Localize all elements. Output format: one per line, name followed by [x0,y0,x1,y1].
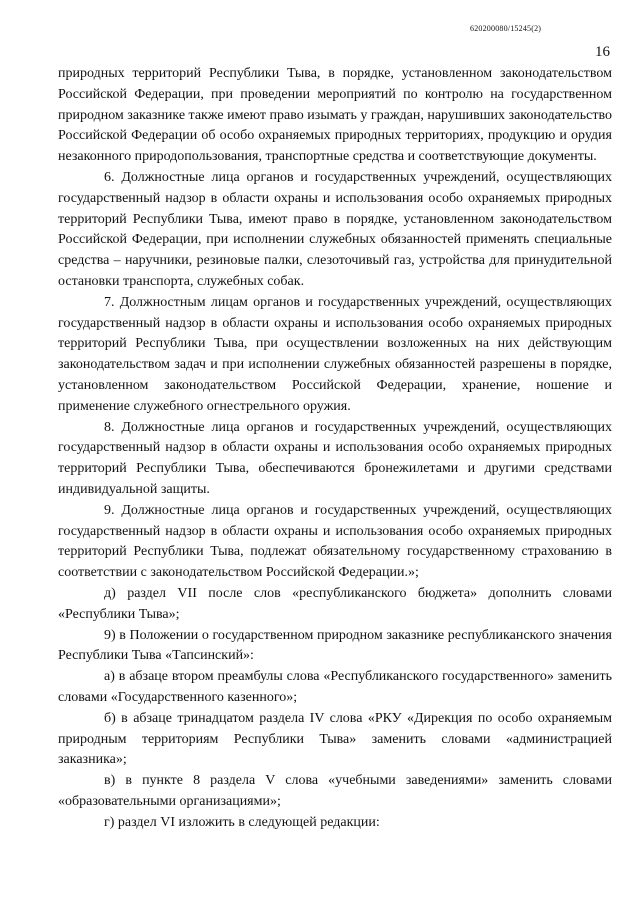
paragraph-item-6: 6. Должностные лица органов и государственных учреждений, осуществляющих государственный надзор в области охраны и использования особо охраняемых природных территорий Республики Тыва, имеют право в порядке, установленном законодательством Российской Федерации, при исполнении служебных обязанностей применять специальные средства – наручники, резиновые палки, слезоточивый газ, устройства для принудительной остановки транспорта, служебных собак. [58,169,612,289]
paragraph-point-9: 9) в Положении о государственном природном заказнике республиканского значения Республики Тыва «Тапсинский»: [58,627,612,664]
paragraph-item-9: 9. Должностные лица органов и государственных учреждений, осуществляющих государственный надзор в области охраны и использования особо охраняемых природных территорий Республики Тыва, подлежат обязательному государственному страхованию в соответствии с законодательством Российской Федерации.»; [58,502,612,581]
page-number: 16 [595,44,610,60]
paragraph-subitem-b: б) в абзаце тринадцатом раздела IV слова «РКУ «Дирекция по особо охраняемым природным территориям Республики Тыва» заменить словами «администрацией заказника»; [58,710,612,768]
paragraph-subitem-g: г) раздел VI изложить в следующей редакции: [104,814,380,830]
document-code: 620200080/15245(2) [470,24,542,33]
paragraph-subitem-a: а) в абзаце втором преамбулы слова «Республиканского государственного» заменить словами «Государственного казенного»; [58,669,612,705]
paragraph-subitem-d: д) раздел VII после слов «республиканского бюджета» дополнить словами «Республики Тыва»; [58,585,612,622]
document-body [58,64,612,833]
paragraph-item-8: 8. Должностные лица органов и государственных учреждений, осуществляющих государственный надзор в области охраны и использования особо охраняемых природных территорий Республики Тыва, обеспечиваются бронежилетами и другими средствами индивидуальной защиты. [58,419,612,497]
paragraph-continuation: природных территорий Республики Тыва, в порядке, установленном законодательством Российской Федерации, при проведении мероприятий по контролю на государственном природном заказнике также имеют право изымать у граждан, нарушивших законодательство Российской Федерации об особо охраняемых природных территориях, продукцию и орудия незаконного природопользования, транспортные средства и соответствующие документы. [58,66,612,165]
paragraph-item-7: 7. Должностным лицам органов и государственных учреждений, осуществляющих государственный надзор в области охраны и использования особо охраняемых природных территорий Республики Тыва, при осуществлении возложенных на них действующим законодательством задач и при исполнении служебных обязанностей разрешены в порядке, установленном законодательством Российской Федерации, хранение, ношение и применение служебного огнестрельного оружия. [58,294,612,414]
paragraph-subitem-v: в) в пункте 8 раздела V слова «учебными заведениями» заменить словами «образовательными организациями»; [58,773,612,809]
